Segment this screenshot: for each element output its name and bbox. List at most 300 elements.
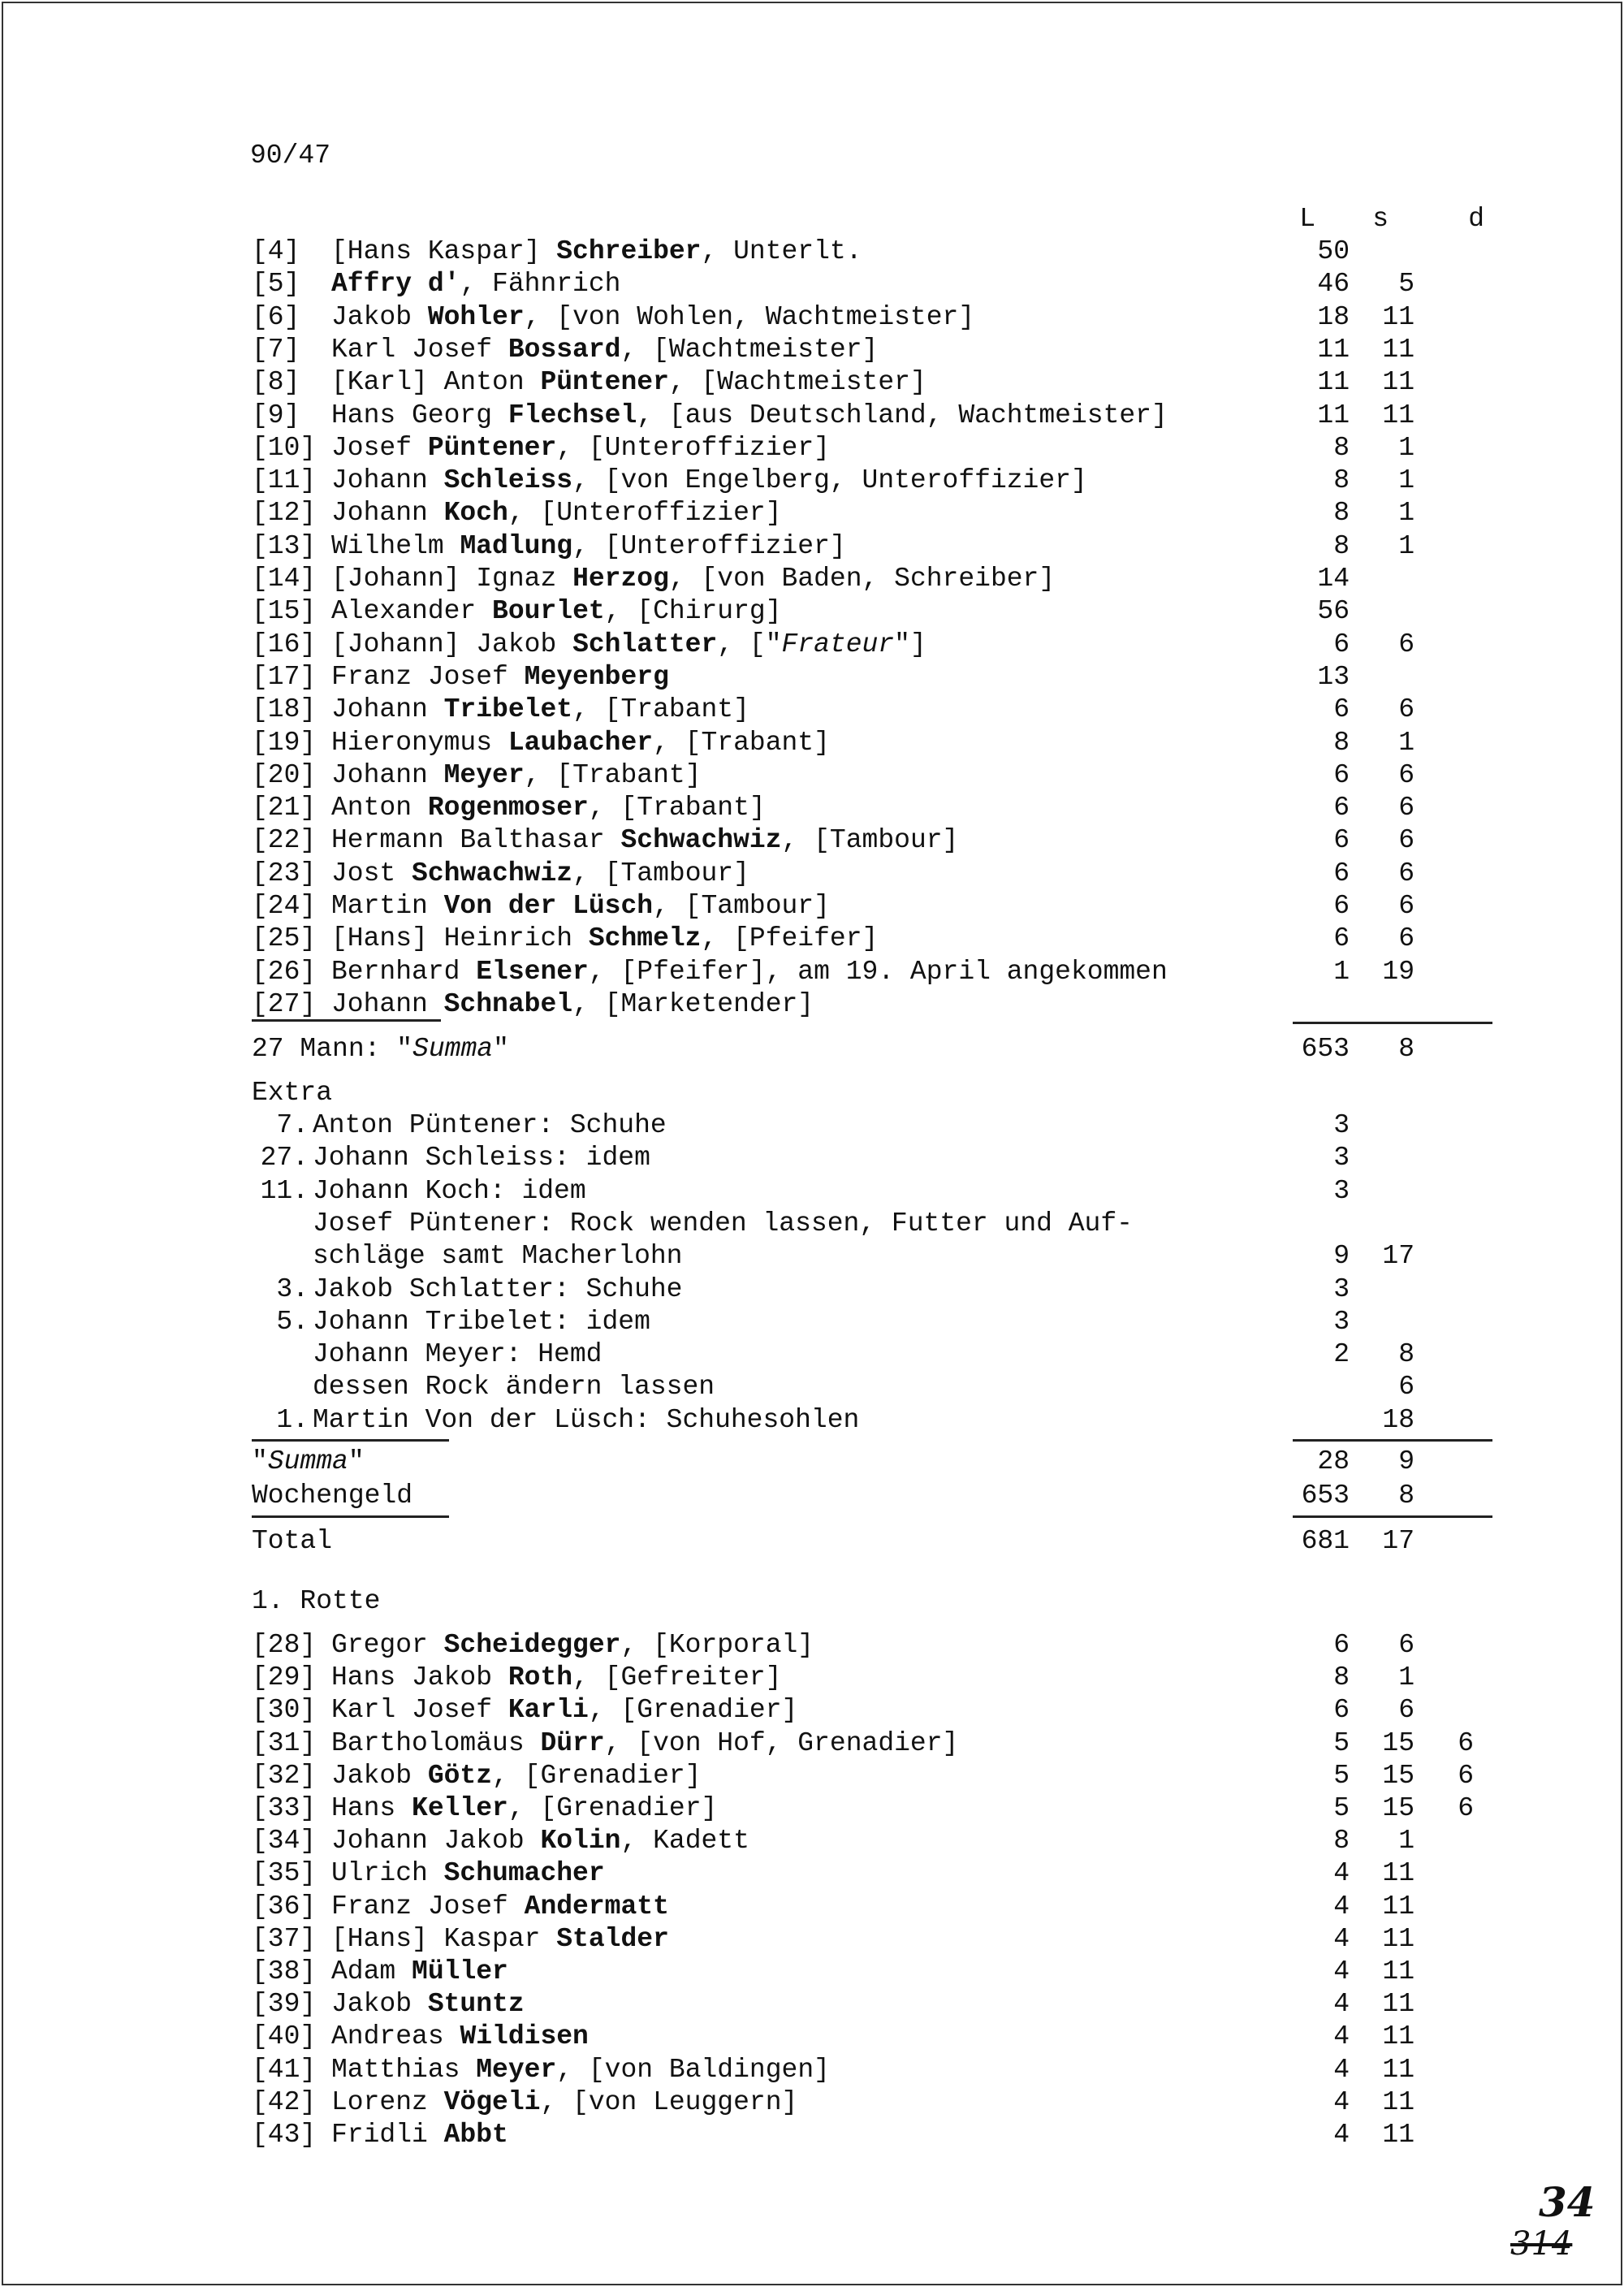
extra-item-text: Josef Püntener: Rock wenden lassen, Futter und Auf- <box>313 1208 1133 1239</box>
entry-surname: Schwachwiz <box>412 858 573 888</box>
entry-rank: , [aus Deutschland, Wachtmeister] <box>637 400 1168 430</box>
entry-text <box>331 334 878 366</box>
summa-extra-close: " <box>348 1446 365 1476</box>
extra-index: 3. <box>276 1274 309 1304</box>
entry-given-name: Wilhelm <box>331 531 460 561</box>
entry-surname: Schnabel <box>443 989 573 1019</box>
entry-text <box>331 595 782 628</box>
extra-item-text: dessen Rock ändern lassen <box>313 1372 715 1402</box>
amount-s: 11 <box>1382 2021 1415 2051</box>
entry-rank: , [von Leuggern] <box>540 2087 798 2117</box>
entry-rank: , [Grenadier] <box>492 1761 702 1791</box>
entry-surname: Abbt <box>443 2120 508 2150</box>
amount-l: 6 <box>1333 1695 1350 1725</box>
amount-s: 1 <box>1398 728 1415 758</box>
entry-given-name: Bernhard <box>331 957 477 987</box>
amount-s: 11 <box>1382 400 1415 430</box>
entry-surname: Vögeli <box>443 2087 541 2117</box>
underline-rule <box>252 1439 449 1442</box>
entry-rank: , [Wachtmeister] <box>620 335 879 365</box>
amount-s: 6 <box>1398 891 1415 921</box>
entry-given-name: Bartholomäus <box>331 1728 541 1758</box>
entry-given-name: Hans Georg <box>331 400 508 430</box>
handwritten-folio-number: 34 <box>1539 2178 1596 2226</box>
amount-l: 8 <box>1333 728 1350 758</box>
underline-rule <box>252 1019 441 1022</box>
amount-l: 4 <box>1333 2021 1350 2051</box>
entry-rank: , [Wachtmeister] <box>668 367 926 397</box>
entry-given-name: Anton <box>331 793 428 823</box>
entry-given-name: Johann Jakob <box>331 1826 541 1856</box>
amount-s: 1 <box>1398 1826 1415 1856</box>
amount-s: 15 <box>1382 1793 1415 1823</box>
amount-l: 5 <box>1333 1728 1350 1758</box>
extra-s: 6 <box>1398 1372 1415 1402</box>
sum-rule <box>1293 1022 1492 1024</box>
summa-line-text: 27 Mann: " <box>252 1034 413 1064</box>
extra-s: 17 <box>1382 1241 1415 1271</box>
amount-s: 11 <box>1382 1956 1415 1987</box>
entry-given-name: Hieronymus <box>331 728 508 758</box>
extra-l: 9 <box>1333 1241 1350 1271</box>
entry-surname: Schmelz <box>588 923 702 953</box>
entry-given-name: Jakob <box>331 1989 428 2019</box>
entry-rank: , [Tambour] <box>572 858 749 888</box>
amount-l: 6 <box>1333 825 1350 855</box>
amount-l: 6 <box>1333 858 1350 888</box>
entry-number: [41] <box>252 2055 317 2085</box>
entry-number: [35] <box>252 1858 317 1888</box>
entry-given-name: [Johann] Ignaz <box>331 564 573 594</box>
entry-rank: , [" <box>717 629 782 659</box>
entry-number: [22] <box>252 825 317 855</box>
amount-s: 15 <box>1382 1728 1415 1758</box>
entry-text <box>331 956 1168 988</box>
entry-rank: , [Pfeifer] <box>701 923 879 953</box>
entry-number: [18] <box>252 694 317 724</box>
wochengeld-s: 8 <box>1398 1481 1415 1511</box>
entry-rank: , [Unteroffizier] <box>572 531 846 561</box>
entry-number: [10] <box>252 433 317 463</box>
entry-number: [21] <box>252 793 317 823</box>
amount-s: 19 <box>1382 957 1415 987</box>
entry-surname: Stalder <box>556 1924 669 1954</box>
entry-text <box>331 530 846 563</box>
entry-number: [16] <box>252 629 317 659</box>
entry-text <box>331 727 830 759</box>
summa-extra-l: 28 <box>1317 1446 1350 1476</box>
entry-rank: , [Unteroffizier] <box>556 433 830 463</box>
amount-s: 11 <box>1382 367 1415 397</box>
entry-text <box>331 268 620 300</box>
entry-surname: Madlung <box>460 531 573 561</box>
entry-text <box>331 301 974 334</box>
entry-number: [39] <box>252 1989 317 2019</box>
amount-l: 1 <box>1333 957 1350 987</box>
entry-number: [36] <box>252 1891 317 1922</box>
entry-rank: , [Korporal] <box>620 1630 814 1660</box>
summa-extra-text: " <box>252 1446 268 1476</box>
entry-given-name: Josef <box>331 433 428 463</box>
entry-rank: , [Unteroffizier] <box>508 498 782 528</box>
entry-surname: Roth <box>508 1662 573 1693</box>
total-s: 17 <box>1382 1526 1415 1556</box>
amount-l: 11 <box>1317 335 1350 365</box>
amount-l: 4 <box>1333 1924 1350 1954</box>
amount-l: 6 <box>1333 923 1350 953</box>
amount-d: 6 <box>1458 1761 1474 1791</box>
entry-surname: Püntener <box>540 367 669 397</box>
page-reference: 90/47 <box>250 141 331 171</box>
entry-text <box>331 400 1168 432</box>
entry-given-name: Johann <box>331 760 444 790</box>
amount-l: 50 <box>1317 236 1350 266</box>
amount-l: 5 <box>1333 1761 1350 1791</box>
amount-s: 1 <box>1398 1662 1415 1693</box>
entry-number: [30] <box>252 1695 317 1725</box>
entry-given-name: Adam <box>331 1956 412 1987</box>
amount-d: 6 <box>1458 1728 1474 1758</box>
extra-l: 3 <box>1333 1110 1350 1140</box>
entry-text <box>331 858 749 890</box>
entry-surname: Elsener <box>476 957 589 987</box>
amount-l: 14 <box>1317 564 1350 594</box>
entry-text <box>331 1923 669 1956</box>
amount-s: 11 <box>1382 2087 1415 2117</box>
entry-rank: , [von Hof, Grenadier] <box>604 1728 959 1758</box>
entry-given-name: Jost <box>331 858 412 888</box>
entry-number: [7] <box>252 335 300 365</box>
entry-text <box>331 1891 669 1923</box>
amount-s: 11 <box>1382 335 1415 365</box>
entry-given-name: Franz Josef <box>331 662 525 692</box>
entry-text <box>331 1662 782 1694</box>
amount-l: 8 <box>1333 531 1350 561</box>
extra-item-text: Johann Tribelet: idem <box>313 1307 650 1337</box>
amount-l: 18 <box>1317 302 1350 332</box>
column-header-d: d <box>1468 204 1484 234</box>
wochengeld-l: 653 <box>1301 1481 1350 1511</box>
wochengeld-label: Wochengeld <box>252 1481 413 1511</box>
amount-s: 1 <box>1398 465 1415 495</box>
entry-text <box>331 1956 508 1988</box>
amount-s: 11 <box>1382 1924 1415 1954</box>
amount-s: 6 <box>1398 694 1415 724</box>
amount-l: 11 <box>1317 400 1350 430</box>
amount-l: 8 <box>1333 498 1350 528</box>
entry-rank: , [von Baldingen] <box>556 2055 830 2085</box>
entry-rank: , [Grenadier] <box>588 1695 798 1725</box>
entry-given-name: Jakob <box>331 302 428 332</box>
entry-surname: Wildisen <box>460 2021 589 2051</box>
entry-rank: , [Tambour] <box>653 891 830 921</box>
amount-s: 1 <box>1398 433 1415 463</box>
amount-d: 6 <box>1458 1793 1474 1823</box>
amount-s: 11 <box>1382 1891 1415 1922</box>
amount-l: 8 <box>1333 433 1350 463</box>
entry-given-name: Alexander <box>331 596 493 626</box>
entry-given-name: [Johann] Jakob <box>331 629 573 659</box>
amount-l: 13 <box>1317 662 1350 692</box>
entry-number: [14] <box>252 564 317 594</box>
entry-surname: Schleiss <box>443 465 573 495</box>
summa-line <box>252 1033 509 1066</box>
entry-number: [29] <box>252 1662 317 1693</box>
entry-number: [27] <box>252 989 317 1019</box>
amount-s: 11 <box>1382 1989 1415 2019</box>
entry-rank: , [Tambour] <box>781 825 959 855</box>
entry-text <box>331 988 814 1021</box>
entry-text <box>331 1792 717 1825</box>
entry-surname: Laubacher <box>508 728 654 758</box>
extra-item-text: Johann Koch: idem <box>313 1176 586 1206</box>
extra-item-text: Martin Von der Lüsch: Schuhesohlen <box>313 1405 860 1435</box>
entry-text <box>331 1694 797 1727</box>
entry-surname: Dürr <box>540 1728 605 1758</box>
entry-number: [20] <box>252 760 317 790</box>
amount-l: 4 <box>1333 1858 1350 1888</box>
entry-number: [31] <box>252 1728 317 1758</box>
entry-given-name: [Hans] Heinrich <box>331 923 589 953</box>
entry-text <box>331 2086 797 2119</box>
amount-l: 8 <box>1333 1826 1350 1856</box>
entry-surname: Meyer <box>476 2055 557 2085</box>
amount-l: 6 <box>1333 793 1350 823</box>
amount-s: 6 <box>1398 1630 1415 1660</box>
extra-item-text: Jakob Schlatter: Schuhe <box>313 1274 683 1304</box>
entry-given-name: Martin <box>331 891 444 921</box>
amount-l: 6 <box>1333 629 1350 659</box>
entry-given-name: Franz Josef <box>331 1891 525 1922</box>
entry-rank: , [von Engelberg, Unteroffizier] <box>572 465 1087 495</box>
entry-surname: Rogenmoser <box>427 793 589 823</box>
entry-rank: , [Marketender] <box>572 989 814 1019</box>
entry-surname: Püntener <box>427 433 557 463</box>
entry-given-name: [Hans] Kaspar <box>331 1924 557 1954</box>
column-header-s: s <box>1372 204 1389 234</box>
entry-surname: Meyenberg <box>524 662 669 692</box>
entry-rank: , Kadett <box>620 1826 749 1856</box>
entry-number: [4] <box>252 236 300 266</box>
entry-rank: , [von Baden, Schreiber] <box>668 564 1056 594</box>
section-heading: 1. Rotte <box>252 1586 381 1616</box>
entry-rank: , [Gefreiter] <box>572 1662 782 1693</box>
entry-given-name: Johann <box>331 465 444 495</box>
entry-number: [40] <box>252 2021 317 2051</box>
entry-rank: , [Pfeifer], am 19. April angekommen <box>588 957 1168 987</box>
amount-s: 11 <box>1382 2055 1415 2085</box>
entry-given-name: Fridli <box>331 2120 444 2150</box>
entry-text <box>331 2021 589 2053</box>
entry-given-name: Johann <box>331 694 444 724</box>
entry-rank: , Unterlt. <box>701 236 862 266</box>
entry-number: [23] <box>252 858 317 888</box>
entry-surname: Meyer <box>443 760 525 790</box>
extra-l: 2 <box>1333 1339 1350 1369</box>
entry-surname: Andermatt <box>524 1891 669 1922</box>
entry-surname: Müller <box>412 1956 508 1987</box>
entry-number: [43] <box>252 2120 317 2150</box>
entry-text <box>331 1629 814 1662</box>
summa-line-italic: Summa <box>412 1034 494 1064</box>
amount-s: 5 <box>1398 269 1415 299</box>
entry-text <box>331 792 766 824</box>
entry-text <box>331 1857 605 1890</box>
extra-l: 3 <box>1333 1307 1350 1337</box>
amount-s: 1 <box>1398 531 1415 561</box>
entry-given-name: Jakob <box>331 1761 428 1791</box>
entry-given-name: Johann <box>331 989 444 1019</box>
entry-surname: Tribelet <box>443 694 573 724</box>
entry-text <box>331 2054 830 2086</box>
amount-s: 11 <box>1382 1858 1415 1888</box>
extra-item-text: schläge samt Macherlohn <box>313 1241 683 1271</box>
summa-l: 653 <box>1301 1034 1350 1064</box>
entry-surname: Koch <box>443 498 508 528</box>
entry-rank-close: "] <box>894 629 926 659</box>
entry-number: [13] <box>252 531 317 561</box>
summa-line-close: " <box>493 1034 509 1064</box>
amount-l: 6 <box>1333 1630 1350 1660</box>
entry-text <box>331 2119 508 2151</box>
entry-surname: Von der Lüsch <box>443 891 654 921</box>
entry-text <box>331 694 749 726</box>
entry-text <box>331 497 782 530</box>
entry-surname: Wohler <box>427 302 525 332</box>
entry-given-name: [Hans Kaspar] <box>331 236 557 266</box>
amount-s: 1 <box>1398 498 1415 528</box>
entry-rank: , Fähnrich <box>460 269 621 299</box>
entry-text <box>331 759 702 792</box>
entry-given-name: Karl Josef <box>331 1695 508 1725</box>
entry-rank: , [Trabant] <box>572 694 749 724</box>
entry-surname: Affry d' <box>331 269 460 299</box>
amount-s: 6 <box>1398 1695 1415 1725</box>
amount-l: 4 <box>1333 1956 1350 1987</box>
amount-l: 6 <box>1333 891 1350 921</box>
extra-l: 3 <box>1333 1143 1350 1173</box>
entry-surname: Keller <box>412 1793 508 1823</box>
entry-number: [38] <box>252 1956 317 1987</box>
entry-rank: , [von Wohlen, Wachtmeister] <box>524 302 975 332</box>
amount-l: 6 <box>1333 694 1350 724</box>
entry-given-name: [Karl] Anton <box>331 367 541 397</box>
entry-number: [34] <box>252 1826 317 1856</box>
extra-s: 18 <box>1382 1405 1415 1435</box>
amount-l: 11 <box>1317 367 1350 397</box>
entry-given-name: Andreas <box>331 2021 460 2051</box>
entry-text <box>331 465 1087 497</box>
entry-surname: Schumacher <box>443 1858 605 1888</box>
sum-rule <box>1293 1515 1492 1518</box>
entry-surname: Götz <box>427 1761 493 1791</box>
entry-surname: Schlatter <box>572 629 718 659</box>
amount-s: 15 <box>1382 1761 1415 1791</box>
amount-s: 6 <box>1398 858 1415 888</box>
entry-number: [17] <box>252 662 317 692</box>
entry-number: [15] <box>252 596 317 626</box>
entry-number: [26] <box>252 957 317 987</box>
amount-l: 8 <box>1333 1662 1350 1693</box>
summa-s: 8 <box>1398 1034 1415 1064</box>
amount-l: 4 <box>1333 2087 1350 2117</box>
entry-number: [25] <box>252 923 317 953</box>
entry-given-name: Karl Josef <box>331 335 508 365</box>
entry-given-name: Lorenz <box>331 2087 444 2117</box>
amount-l: 8 <box>1333 465 1350 495</box>
entry-rank-italic: Frateur <box>781 629 895 659</box>
entry-number: [5] <box>252 269 300 299</box>
entry-text <box>331 236 862 268</box>
entry-number: [32] <box>252 1761 317 1791</box>
entry-text <box>331 824 958 857</box>
entry-number: [24] <box>252 891 317 921</box>
entry-number: [8] <box>252 367 300 397</box>
total-label: Total <box>252 1526 333 1556</box>
entry-text <box>331 923 878 955</box>
entry-surname: Schwachwiz <box>620 825 782 855</box>
entry-given-name: Hans Jakob <box>331 1662 508 1693</box>
entry-given-name: Gregor <box>331 1630 444 1660</box>
entry-surname: Bourlet <box>492 596 605 626</box>
amount-l: 4 <box>1333 2120 1350 2150</box>
amount-l: 4 <box>1333 1891 1350 1922</box>
extra-l: 3 <box>1333 1274 1350 1304</box>
entry-number: [37] <box>252 1924 317 1954</box>
extra-item-text: Johann Meyer: Hemd <box>313 1339 603 1369</box>
amount-l: 4 <box>1333 1989 1350 2019</box>
entry-text <box>331 629 926 661</box>
amount-l: 6 <box>1333 760 1350 790</box>
extra-heading: Extra <box>252 1078 333 1108</box>
extra-item-text: Johann Schleiss: idem <box>313 1143 650 1173</box>
extra-index: 27. <box>260 1143 309 1173</box>
entry-number: [42] <box>252 2087 317 2117</box>
entry-text <box>331 432 830 465</box>
entry-number: [12] <box>252 498 317 528</box>
entry-surname: Herzog <box>572 564 669 594</box>
amount-s: 11 <box>1382 2120 1415 2150</box>
entry-surname: Scheidegger <box>443 1630 621 1660</box>
amount-l: 5 <box>1333 1793 1350 1823</box>
entry-given-name: Matthias <box>331 2055 477 2085</box>
handwritten-folio-number-struck: 314 <box>1510 2225 1573 2263</box>
entry-given-name: Hans <box>331 1793 412 1823</box>
entry-text <box>331 366 926 399</box>
amount-s: 11 <box>1382 302 1415 332</box>
entry-number: [9] <box>252 400 300 430</box>
entry-rank: , [Grenadier] <box>508 1793 718 1823</box>
entry-rank: , [Trabant] <box>524 760 702 790</box>
entry-number: [11] <box>252 465 317 495</box>
entry-rank: , [Chirurg] <box>604 596 782 626</box>
entry-surname: Stuntz <box>427 1989 525 2019</box>
summa-extra-italic: Summa <box>267 1446 348 1476</box>
entry-text <box>331 563 1055 595</box>
entry-given-name: Hermann Balthasar <box>331 825 621 855</box>
entry-given-name: Ulrich <box>331 1858 444 1888</box>
amount-s: 6 <box>1398 923 1415 953</box>
amount-l: 4 <box>1333 2055 1350 2085</box>
entry-number: [28] <box>252 1630 317 1660</box>
amount-s: 6 <box>1398 629 1415 659</box>
column-header-l: L <box>1299 204 1315 234</box>
extra-item-text: Anton Püntener: Schuhe <box>313 1110 667 1140</box>
amount-s: 6 <box>1398 760 1415 790</box>
extra-index: 11. <box>260 1176 309 1206</box>
entry-surname: Schreiber <box>556 236 702 266</box>
entry-surname: Kolin <box>540 1826 621 1856</box>
